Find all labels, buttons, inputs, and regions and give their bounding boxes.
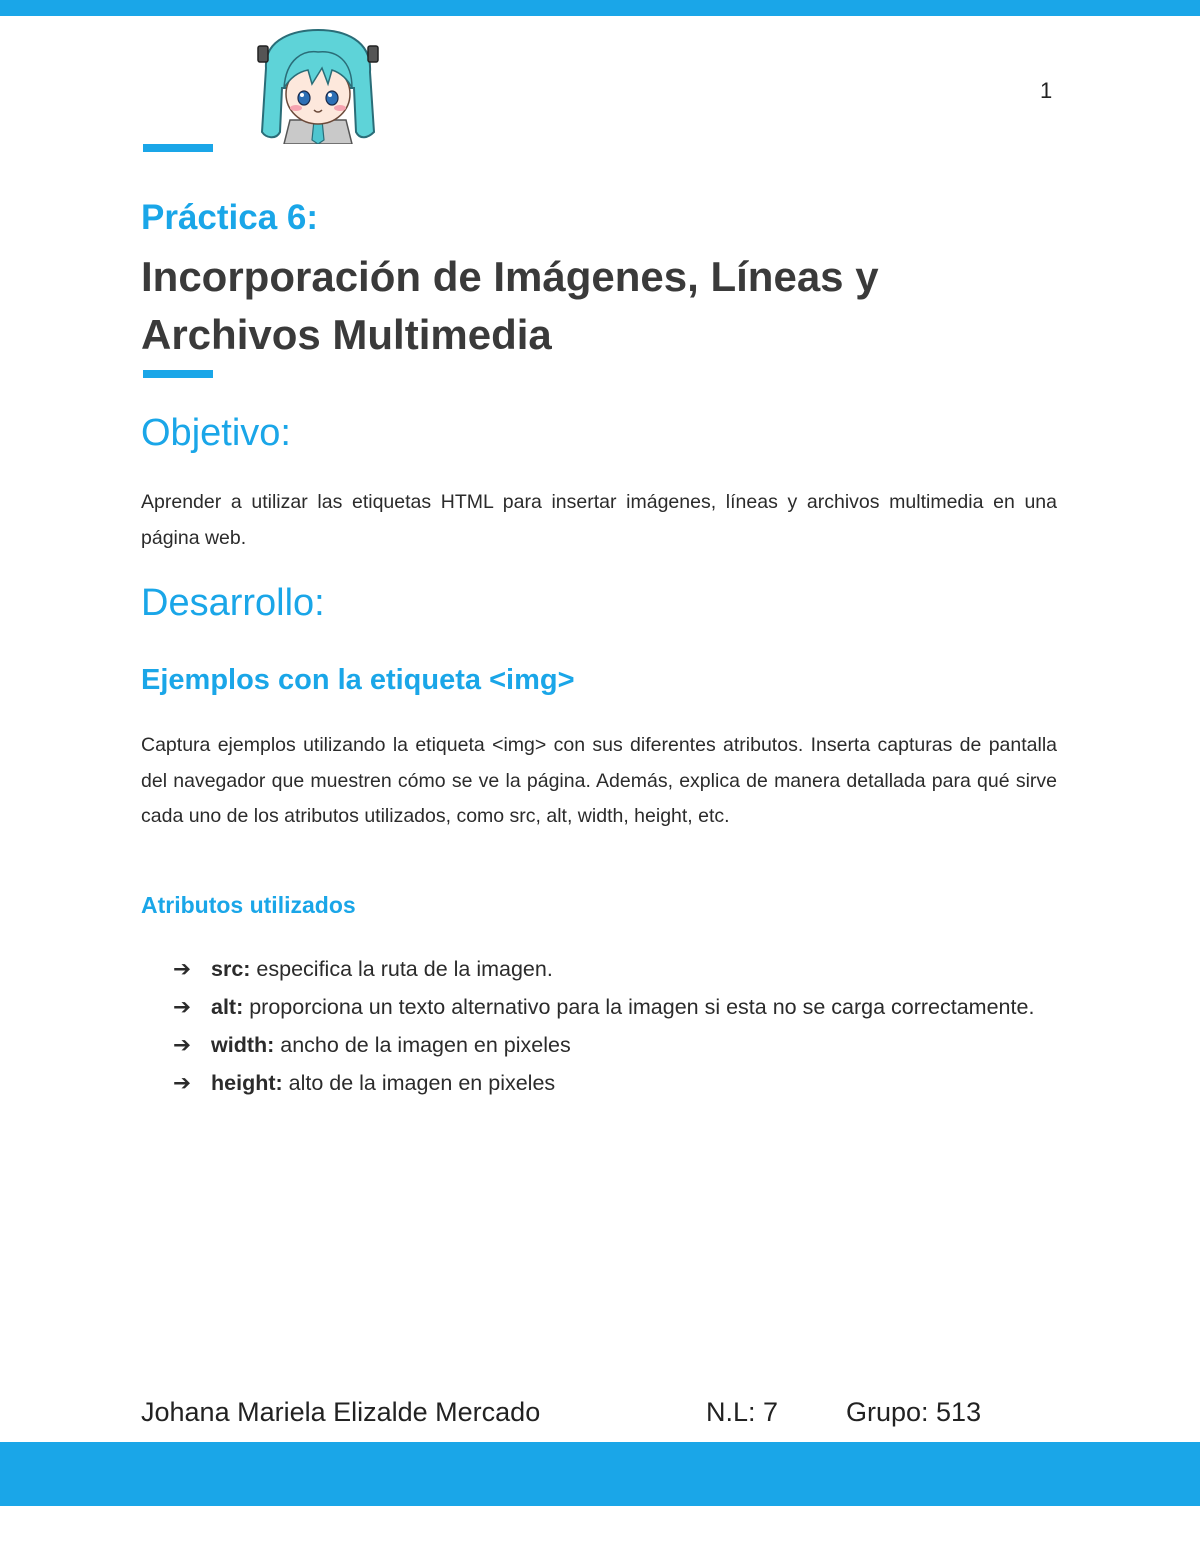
list-item: [173, 950, 1057, 988]
page-number: 1: [1040, 78, 1053, 103]
footer-group: Grupo: 513: [846, 1397, 982, 1427]
arrow-icon: ➔: [173, 957, 192, 981]
attribute-name: src:: [211, 957, 251, 981]
objective-heading: Objetivo:: [141, 412, 291, 454]
arrow-icon: ➔: [173, 1071, 192, 1095]
development-text: Captura ejemplos utilizando la etiqueta <img> con sus diferentes atributos. Inserta capturas de pantalla del navegador que muestren cómo se ve la página. Además, explica de manera detallada para qué sirve cada uno de los atributos utilizados, como src, alt, width, height, etc.: [141, 734, 1057, 827]
chibi-avatar-image: [256, 28, 380, 144]
attribute-desc: proporciona un texto alternativo para la imagen si esta no se carga correctamente.: [243, 995, 1035, 1019]
attribute-desc: alto de la imagen en pixeles: [282, 1071, 556, 1095]
footer-student-name: Johana Mariela Elizalde Mercado: [141, 1397, 541, 1427]
bottom-accent-band: [0, 1442, 1200, 1506]
page-title: [141, 248, 1061, 364]
attributes-heading: Atributos utilizados: [141, 892, 356, 918]
attribute-name: height:: [211, 1071, 283, 1095]
arrow-icon: ➔: [173, 995, 192, 1019]
title-line-1: Incorporación de Imágenes, Líneas y: [141, 253, 879, 300]
development-heading: Desarrollo:: [141, 582, 325, 624]
attributes-list: [173, 950, 1057, 1102]
attribute-desc: ancho de la imagen en pixeles: [274, 1033, 571, 1057]
list-item: [173, 1026, 1057, 1064]
accent-bar-top: [143, 144, 213, 152]
accent-bar-title: [143, 370, 213, 378]
attribute-name: alt:: [211, 995, 244, 1019]
practice-label: Práctica 6:: [141, 198, 319, 237]
title-line-2: Archivos Multimedia: [141, 311, 552, 358]
attribute-name: width:: [211, 1033, 275, 1057]
img-examples-heading: Ejemplos con la etiqueta <img>: [141, 664, 575, 696]
attribute-desc: especifica la ruta de la imagen.: [250, 957, 553, 981]
list-item: [173, 988, 1057, 1026]
footer-list-number: N.L: 7: [706, 1397, 779, 1427]
arrow-icon: ➔: [173, 1033, 192, 1057]
list-item: [173, 1064, 1057, 1102]
top-accent-bar: [0, 0, 1200, 16]
objective-text: Aprender a utilizar las etiquetas HTML para insertar imágenes, líneas y archivos multimedia en una página web.: [141, 491, 1057, 549]
